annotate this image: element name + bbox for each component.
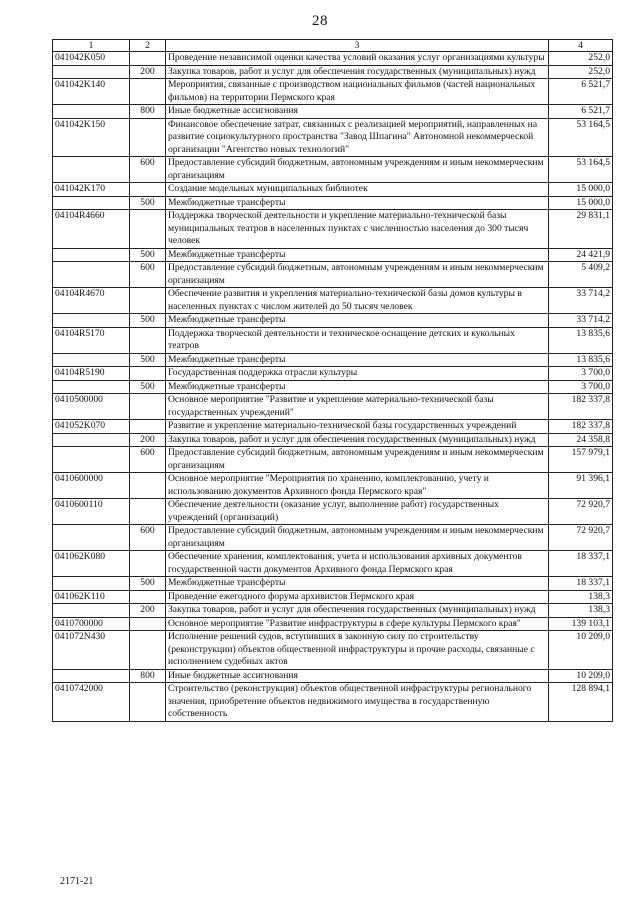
amount-value: 182 337,8 [549,420,613,434]
amount-value: 15 000,0 [549,196,613,210]
expense-type-code [130,473,166,499]
table-row [53,105,613,119]
table-row [53,473,613,499]
expense-name: Иные бюджетные ассигнования [166,105,549,119]
expense-name: Поддержка творческой деятельности и укрепление материально-технической базы муниципальных театров в населенных пунктах с численностью населения до 300 тысяч человек [166,210,549,249]
amount-value: 24 421,9 [549,248,613,262]
amount-value: 53 164,5 [549,118,613,157]
amount-value: 72 920,7 [549,499,613,525]
expense-type-code: 800 [130,105,166,119]
expense-name: Развитие и укрепление материально-технической базы государственных учреждений [166,420,549,434]
amount-value: 139 103,1 [549,617,613,631]
target-article-code [53,105,130,119]
expense-name: Государственная поддержка отрасли культуры [166,367,549,381]
target-article-code [53,157,130,183]
expense-type-code [130,210,166,249]
column-header-4: 4 [549,40,613,52]
amount-value: 138,3 [549,590,613,604]
expense-name: Межбюджетные трансферты [166,380,549,394]
amount-value: 24 358,8 [549,433,613,447]
amount-value: 13 835,6 [549,327,613,353]
table-row [53,288,613,314]
target-article-code [53,669,130,683]
expense-name: Обеспечение развития и укрепления материально-технической базы домов культуры в населенных пунктах с числом жителей до 50 тысяч человек [166,288,549,314]
expense-name: Закупка товаров, работ и услуг для обеспечения государственных (муниципальных) нужд [166,433,549,447]
target-article-code [53,196,130,210]
amount-value: 18 337,1 [549,577,613,591]
expense-type-code [130,420,166,434]
target-article-code [53,262,130,288]
expense-type-code: 500 [130,196,166,210]
amount-value: 252,0 [549,52,613,66]
expense-name: Основное мероприятие "Развитие и укрепление материально-технической базы государственных учреждений" [166,394,549,420]
table-row [53,52,613,66]
expense-type-code: 600 [130,157,166,183]
target-article-code: 04104R4670 [53,288,130,314]
table-row [53,79,613,105]
expense-type-code: 600 [130,525,166,551]
table-row [53,577,613,591]
expense-type-code: 800 [130,669,166,683]
target-article-code [53,380,130,394]
amount-value: 18 337,1 [549,551,613,577]
table-row [53,669,613,683]
amount-value: 10 209,0 [549,631,613,670]
amount-value: 3 700,0 [549,380,613,394]
expense-type-code [130,631,166,670]
target-article-code [53,604,130,618]
amount-value: 10 209,0 [549,669,613,683]
expense-type-code: 600 [130,447,166,473]
expense-name: Межбюджетные трансферты [166,248,549,262]
column-header-3: 3 [166,40,549,52]
target-article-code [53,353,130,367]
target-article-code: 041042K150 [53,118,130,157]
column-header-1: 1 [53,40,130,52]
expense-type-code [130,499,166,525]
amount-value: 182 337,8 [549,394,613,420]
table-row [53,118,613,157]
target-article-code [53,65,130,79]
table-row [53,196,613,210]
expense-name: Закупка товаров, работ и услуг для обеспечения государственных (муниципальных) нужд [166,65,549,79]
expense-name: Исполнение решений судов, вступивших в законную силу по строительству (реконструкции) объектов общественной инфраструктуры и прочие расходы, связанные с исполнением судебных актов [166,631,549,670]
expense-type-code [130,183,166,197]
target-article-code: 041062K110 [53,590,130,604]
amount-value: 72 920,7 [549,525,613,551]
table-row [53,551,613,577]
amount-value: 5 409,2 [549,262,613,288]
expense-type-code [130,617,166,631]
amount-value: 91 396,1 [549,473,613,499]
expense-name: Поддержка творческой деятельности и техническое оснащение детских и кукольных театров [166,327,549,353]
amount-value: 6 521,7 [549,105,613,119]
expense-type-code: 500 [130,314,166,328]
target-article-code [53,314,130,328]
expense-name: Межбюджетные трансферты [166,577,549,591]
target-article-code [53,433,130,447]
amount-value: 157 979,1 [549,447,613,473]
target-article-code [53,248,130,262]
table-row [53,65,613,79]
table-row [53,604,613,618]
table-row [53,367,613,381]
table-row [53,433,613,447]
expense-name: Иные бюджетные ассигнования [166,669,549,683]
expense-type-code [130,394,166,420]
budget-table [52,39,613,722]
target-article-code: 04104R5190 [53,367,130,381]
expense-name: Основное мероприятие "Мероприятия по хранению, комплектованию, учету и использованию документов Архивного фонда Пермского края" [166,473,549,499]
expense-type-code: 200 [130,433,166,447]
target-article-code: 041042K050 [53,52,130,66]
amount-value: 13 835,6 [549,353,613,367]
table-row [53,262,613,288]
expense-type-code [130,683,166,722]
target-article-code: 04104R4660 [53,210,130,249]
table-row [53,327,613,353]
target-article-code: 0410700000 [53,617,130,631]
target-article-code [53,447,130,473]
target-article-code: 041072N430 [53,631,130,670]
expense-type-code [130,551,166,577]
expense-name: Создание модельных муниципальных библиотек [166,183,549,197]
expense-name: Закупка товаров, работ и услуг для обеспечения государственных (муниципальных) нужд [166,604,549,618]
target-article-code: 041042K140 [53,79,130,105]
expense-type-code: 200 [130,65,166,79]
amount-value: 53 164,5 [549,157,613,183]
expense-type-code [130,52,166,66]
target-article-code: 04104R5170 [53,327,130,353]
expense-type-code [130,327,166,353]
table-row [53,447,613,473]
amount-value: 138,3 [549,604,613,618]
table-row [53,590,613,604]
table-row [53,183,613,197]
column-number-row [53,40,613,52]
target-article-code: 041042K170 [53,183,130,197]
expense-name: Проведение независимой оценки качества условий оказания услуг организациями культуры [166,52,549,66]
expense-type-code: 500 [130,380,166,394]
target-article-code: 041062K080 [53,551,130,577]
table-row [53,353,613,367]
table-row [53,157,613,183]
table-row [53,525,613,551]
column-header-2: 2 [130,40,166,52]
target-article-code: 041052K070 [53,420,130,434]
target-article-code: 0410600110 [53,499,130,525]
expense-name: Обеспечение хранения, комплектования, учета и использования архивных документов государственной части документов Архивного фонда Пермского края [166,551,549,577]
table-row [53,683,613,722]
expense-type-code [130,118,166,157]
table-row [53,617,613,631]
target-article-code [53,577,130,591]
amount-value: 33 714,2 [549,288,613,314]
expense-name: Основное мероприятие "Развитие инфраструктуры в сфере культуры Пермского края" [166,617,549,631]
amount-value: 33 714,2 [549,314,613,328]
expense-name: Межбюджетные трансферты [166,196,549,210]
expense-name: Строительство (реконструкция) объектов общественной инфраструктуры регионального значения, приобретение объектов недвижимого имущества в государственную собственность [166,683,549,722]
expense-type-code [130,79,166,105]
page-number: 28 [312,13,328,29]
expense-name: Межбюджетные трансферты [166,353,549,367]
expense-type-code: 500 [130,248,166,262]
table-row [53,248,613,262]
expense-type-code [130,367,166,381]
expense-type-code [130,590,166,604]
table-body [53,52,613,722]
amount-value: 128 894,1 [549,683,613,722]
target-article-code: 0410500000 [53,394,130,420]
expense-name: Обеспечение деятельности (оказание услуг, выполнение работ) государственных учреждений (организаций) [166,499,549,525]
amount-value: 29 831,1 [549,210,613,249]
expense-name: Предоставление субсидий бюджетным, автономным учреждениям и иным некоммерческим организациям [166,447,549,473]
expense-name: Проведение ежегодного форума архивистов Пермского края [166,590,549,604]
footer-document-code: 2171-21 [60,876,94,887]
expense-name: Предоставление субсидий бюджетным, автономным учреждениям и иным некоммерческим организациям [166,262,549,288]
target-article-code: 0410742000 [53,683,130,722]
expense-name: Мероприятия, связанные с производством национальных фильмов (частей национальных фильмов) на территории Пермского края [166,79,549,105]
amount-value: 252,0 [549,65,613,79]
amount-value: 6 521,7 [549,79,613,105]
amount-value: 15 000,0 [549,183,613,197]
table-row [53,314,613,328]
expense-type-code [130,288,166,314]
expense-name: Предоставление субсидий бюджетным, автономным учреждениям и иным некоммерческим организациям [166,525,549,551]
target-article-code: 0410600000 [53,473,130,499]
table-row [53,380,613,394]
table-row [53,394,613,420]
table-row [53,499,613,525]
expense-type-code: 500 [130,577,166,591]
table-row [53,420,613,434]
expense-type-code: 200 [130,604,166,618]
table-row [53,210,613,249]
amount-value: 3 700,0 [549,367,613,381]
expense-type-code: 500 [130,353,166,367]
target-article-code [53,525,130,551]
expense-name: Предоставление субсидий бюджетным, автономным учреждениям и иным некоммерческим организациям [166,157,549,183]
expense-name: Финансовое обеспечение затрат, связанных с реализацией мероприятий, направленных на развитие социокультурного пространства "Завод Шпагина" Автономной некоммерческой организации "Агентство новых технологий" [166,118,549,157]
expense-name: Межбюджетные трансферты [166,314,549,328]
table-row [53,631,613,670]
expense-type-code: 600 [130,262,166,288]
